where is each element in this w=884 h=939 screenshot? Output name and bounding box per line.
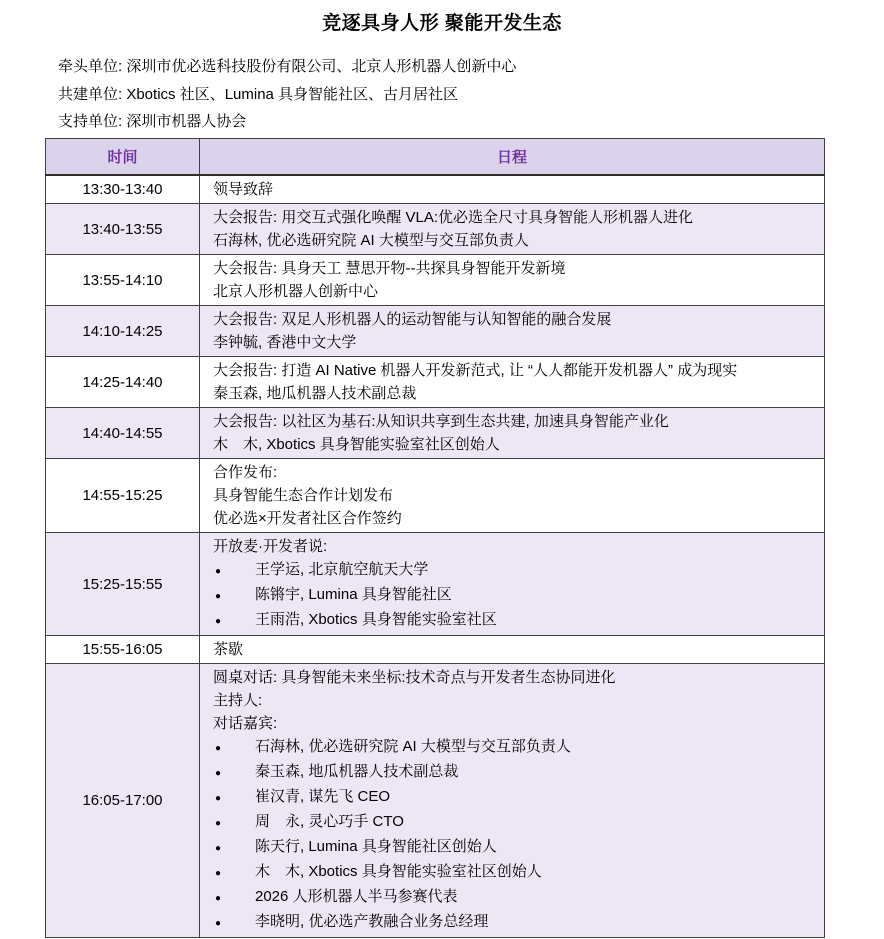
page-title: 竞逐具身人形 聚能开发生态 [322, 13, 562, 34]
speaker-line: 李晓明, 优必选产教融合业务总经理 [255, 913, 489, 930]
agenda-line [213, 885, 812, 910]
agenda-cell [200, 459, 825, 533]
agenda-line: 大会报告: 双足人形机器人的运动智能与认知智能的融合发展 [213, 311, 612, 328]
agenda-cell [200, 636, 825, 664]
agenda-line: 大会报告: 打造 AI Native 机器人开发新范式, 让 “人人都能开发机器人” 成为现实 [213, 362, 738, 379]
agenda-line [213, 835, 812, 860]
bullet-icon: ● [215, 743, 222, 754]
schedule-row [46, 204, 825, 255]
speaker-line: 北京人形机器人创新中心 [213, 283, 379, 300]
speaker-line: 石海林, 优必选研究院 AI 大模型与交互部负责人 [255, 738, 571, 755]
agenda-line: 大会报告: 以社区为基石:从知识共享到生态共建, 加速具身智能产业化 [213, 413, 669, 430]
agenda-line: 大会报告: 具身天工 慧思开物--共探具身智能开发新境 [213, 260, 566, 277]
bullet-icon: ● [215, 768, 222, 779]
agenda-line [213, 608, 812, 633]
agenda-cell [200, 664, 825, 938]
speaker-line: 王雨浩, Xbotics 具身智能实验室社区 [255, 611, 497, 628]
schedule-row [46, 306, 825, 357]
bullet-icon: ● [215, 868, 222, 879]
time-cell: 14:10-14:25 [46, 306, 200, 357]
agenda-line [213, 558, 812, 583]
bullet-icon: ● [215, 566, 222, 577]
agenda-line [213, 735, 812, 760]
speaker-line: 2026 人形机器人半马参赛代表 [255, 888, 458, 905]
time-column-header: 时间 [46, 138, 200, 175]
speaker-line: 陈天行, Lumina 具身智能社区创始人 [255, 838, 497, 855]
schedule-row [46, 357, 825, 408]
speaker-line: 陈锵宇, Lumina 具身智能社区 [255, 586, 452, 603]
time-cell: 13:40-13:55 [46, 204, 200, 255]
speaker-line: 王学运, 北京航空航天大学 [255, 561, 429, 578]
agenda-line: 优必选×开发者社区合作签约 [213, 510, 402, 527]
agenda-cell [200, 204, 825, 255]
speaker-line: 木 木, Xbotics 具身智能实验室社区创始人 [213, 436, 500, 453]
time-cell: 15:25-15:55 [46, 533, 200, 636]
bullet-icon: ● [215, 843, 222, 854]
agenda-cell [200, 175, 825, 204]
lead-organizer-line: 牵头单位: 深圳市优必选科技股份有限公司、北京人形机器人创新中心 [58, 58, 517, 75]
bullet-icon: ● [215, 893, 222, 904]
bullet-icon: ● [215, 616, 222, 627]
schedule-row [46, 255, 825, 306]
time-cell: 13:30-13:40 [46, 175, 200, 204]
agenda-line: 对话嘉宾: [213, 715, 278, 732]
time-cell: 15:55-16:05 [46, 636, 200, 664]
speaker-line: 李钟毓, 香港中文大学 [213, 334, 357, 351]
meta-block [58, 53, 884, 136]
agenda-line [213, 910, 812, 935]
schedule-table [45, 138, 825, 939]
agenda-cell [200, 533, 825, 636]
schedule-row [46, 175, 825, 204]
agenda-line [213, 785, 812, 810]
speaker-line: 石海林, 优必选研究院 AI 大模型与交互部负责人 [213, 232, 529, 249]
agenda-line: 圆桌对话: 具身智能未来坐标:技术奇点与开发者生态协同进化 [213, 669, 616, 686]
time-cell: 14:55-15:25 [46, 459, 200, 533]
speaker-line: 崔汉青, 谋先飞 CEO [255, 788, 391, 805]
schedule-row [46, 636, 825, 664]
schedule-row [46, 664, 825, 938]
agenda-cell [200, 357, 825, 408]
agenda-line: 合作发布: [213, 464, 278, 481]
speaker-line: 周 永, 灵心巧手 CTO [255, 813, 404, 830]
time-cell: 16:05-17:00 [46, 664, 200, 938]
bullet-icon: ● [215, 918, 222, 929]
time-cell: 13:55-14:10 [46, 255, 200, 306]
table-header-row [46, 138, 825, 175]
co-builder-line: 共建单位: Xbotics 社区、Lumina 具身智能社区、古月居社区 [58, 85, 459, 103]
agenda-column-header: 日程 [200, 138, 825, 175]
speaker-line: 木 木, Xbotics 具身智能实验室社区创始人 [255, 863, 542, 880]
agenda-line: 领导致辞 [213, 181, 274, 198]
time-cell: 14:40-14:55 [46, 408, 200, 459]
schedule-row [46, 533, 825, 636]
agenda-line [213, 860, 812, 885]
agenda-line: 具身智能生态合作计划发布 [213, 487, 394, 504]
schedule-row [46, 408, 825, 459]
agenda-line [213, 583, 812, 608]
agenda-line [213, 760, 812, 785]
agenda-cell [200, 408, 825, 459]
time-cell: 14:25-14:40 [46, 357, 200, 408]
agenda-cell [200, 306, 825, 357]
agenda-line: 大会报告: 用交互式强化唤醒 VLA:优必选全尺寸具身智能人形机器人进化 [213, 209, 694, 226]
speaker-line: 秦玉森, 地瓜机器人技术副总裁 [213, 385, 417, 402]
agenda-line: 开放麦·开发者说: [213, 538, 328, 555]
supporter-line: 支持单位: 深圳市机器人协会 [58, 113, 247, 130]
schedule-row [46, 459, 825, 533]
agenda-line: 主持人: [213, 692, 263, 709]
agenda-cell [200, 255, 825, 306]
agenda-line [213, 810, 812, 835]
bullet-icon: ● [215, 591, 222, 602]
bullet-icon: ● [215, 818, 222, 829]
agenda-line: 茶歇 [213, 641, 244, 658]
speaker-line: 秦玉森, 地瓜机器人技术副总裁 [255, 763, 459, 780]
bullet-icon: ● [215, 793, 222, 804]
